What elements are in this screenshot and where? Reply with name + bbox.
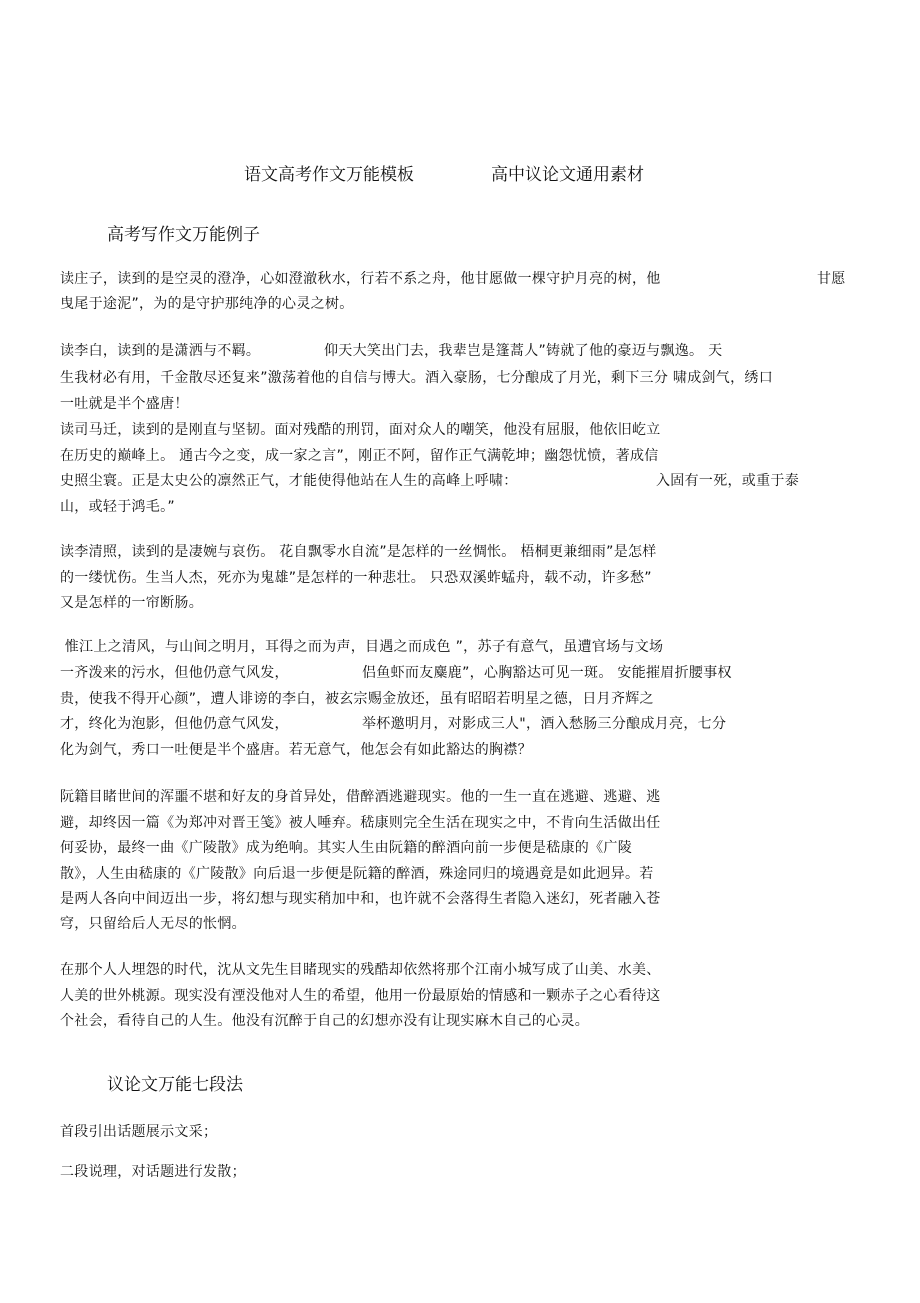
text-line: 读李清照，读到的是凄婉与哀伤。 花自飘零水自流”是怎样的一丝惆怅。 梧桐更兼细雨”是怎样 [60,544,657,560]
text-line: 在历史的巅峰上。 通古今之变，成一家之言”，刚正不阿，留作正气满乾坤；幽怨忧愤，著成信 [60,448,659,464]
title-main: 语文高考作文万能模板 [244,165,414,185]
text-line [60,339,723,363]
text-line: 穹，只留给后人无尽的怅惘。 [60,916,246,932]
text-line: 避，却终因一篇《为郑冲对晋王笺》被人唾弃。嵇康则完全生活在现实之中，不肯向生活做出任 [60,815,661,831]
text-line: 化为剑气，秀口一吐便是半个盛唐。若无意气，他怎会有如此豁达的胸襟？ [60,742,532,758]
text-segment: 读庄子，读到的是空灵的澄净，心如澄澈秋水，行若不系之舟，他甘愿做一棵守护月亮的树，他 [60,271,661,287]
section-heading-seven-paragraphs: 议论文万能七段法 [107,1075,243,1095]
text-segment: 举杯邀明月，对影成三人"，酒入愁肠三分酿成月亮，七分 [362,716,727,732]
text-line: 阮籍目睹世间的浑噩不堪和好友的身首异处，借醉酒逃避现实。他的一生一直在逃避、逃避、逃 [60,789,661,805]
text-line: 是两人各向中间迈出一步，将幻想与现实稍加中和，也许就不会落得生者隐入迷幻，死者融入苍 [60,891,661,907]
text-line: 生我材必有用，千金散尽还复来”激荡着他的自信与博大。酒入豪肠，七分酿成了月光，剩下三分 啸成剑气，绣口 [60,370,773,386]
text-line: 贵，使我不得开心颜”，遭人诽谤的李白，被玄宗赐金放还，虽有昭昭若明星之德，日月齐辉之 [60,691,654,707]
text-segment: 甘愿 [817,271,846,287]
text-line: 山，或轻于鸿毛。” [60,499,175,515]
text-line: 散》，人生由嵇康的《广陵散》向后退一步便是阮籍的醉酒，殊途同归的境遇竟是如此迥异。若 [60,866,654,882]
text-line: 人美的世外桃源。现实没有湮没他对人生的希望，他用一份最原始的情感和一颗赤子之心看待这 [60,988,661,1004]
section-heading-examples: 高考写作文万能例子 [107,225,260,245]
text-segment: 读李白，读到的是潇洒与不羁。 [60,343,261,359]
text-line: 在那个人人埋怨的时代，沈从文先生目睹现实的残酷却依然将那个江南小城写成了山美、水美、 [60,962,661,978]
text-line: 个社会，看待自己的人生。他没有沉醉于自己的幻想亦没有让现实麻木自己的心灵。 [60,1013,590,1029]
text-line: 读司马迁，读到的是刚直与坚韧。面对残酷的刑罚，面对众人的嘲笑，他没有屈服，他依旧屹立 [60,422,661,438]
text-segment: 入固有一死，或重于泰 [656,473,799,489]
text-segment: 一齐泼来的污水，但他仍意气风发， [60,665,289,681]
text-line: 又是怎样的一帘断肠。 [60,595,203,611]
title-subtitle: 高中议论文通用素材 [491,165,644,185]
text-segment: 侣鱼虾而友麋鹿”，心胸豁达可见一斑。 安能摧眉折腰事权 [362,665,732,681]
text-line: 何妥协，最终一曲《广陵散》成为绝响。其实人生由阮籍的醉酒向前一步便是嵇康的《广陵 [60,840,632,856]
text-segment: 仰天大笑出门去，我辈岂是篷蒿人”铸就了他的豪迈与飘逸。 天 [324,343,723,359]
document-title [0,160,920,184]
text-segment: 才，终化为泡影，但他仍意气风发， [60,716,289,732]
text-line [60,267,846,291]
text-line: 二段说理，对话题进行发散； [60,1164,246,1180]
text-line: 的一缕忧伤。生当人杰，死亦为鬼雄”是怎样的一种悲壮。 只恐双溪蚱蜢舟，载不动，许多愁” [60,570,652,586]
text-line: 曳尾于途泥”，为的是守护那纯净的心灵之树。 [60,296,354,312]
text-line: 一吐就是半个盛唐！ [60,396,189,412]
text-segment: 史照尘寰。正是太史公的凛然正气，才能使得他站在人生的高峰上呼啸： [60,473,518,489]
text-line: 首段引出话题展示文采； [60,1124,218,1140]
text-line [60,469,799,493]
text-line: 惟江上之清风，与山间之明月，耳得之而为声，目遇之而成色 ”，苏子有意气，虽遭官场与文场 [60,639,664,655]
text-line [60,712,727,736]
text-line [60,661,732,685]
